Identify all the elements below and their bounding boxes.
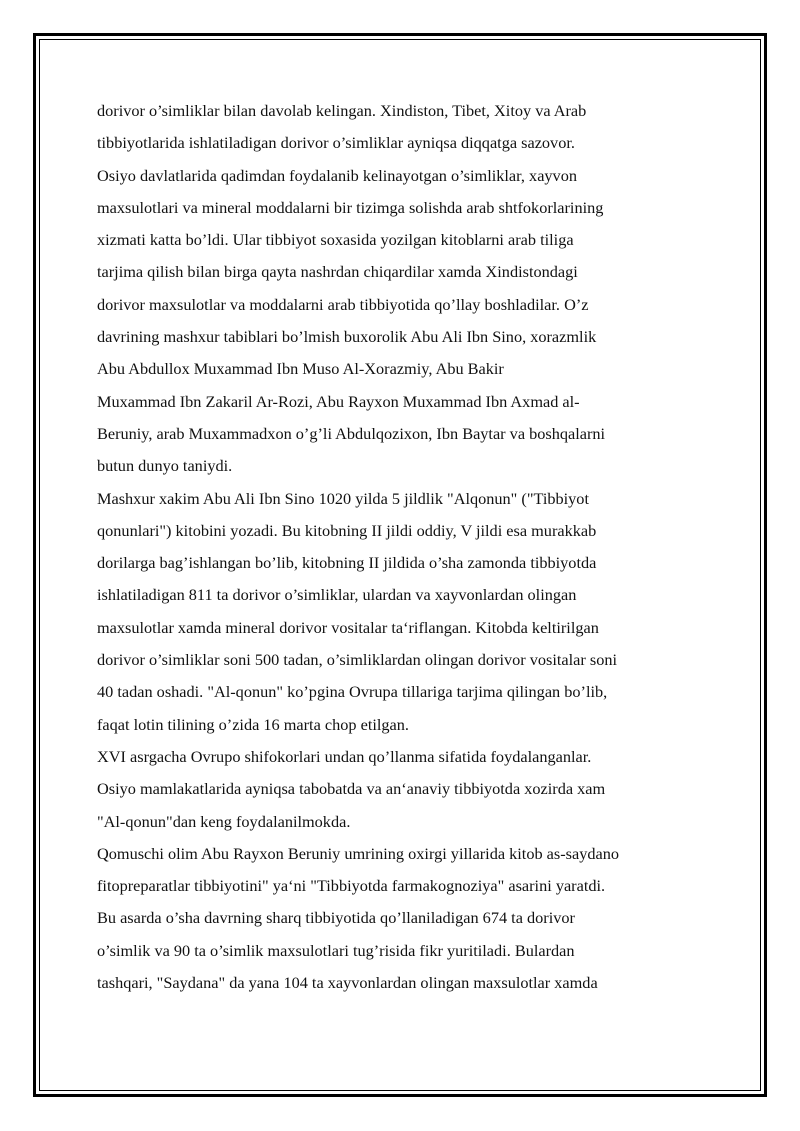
text-line: ishlatiladigan 811 ta dorivor o’simliklar, ulardan va xayvonlardan olingan [97, 585, 577, 605]
text-line: faqat lotin tilining o’zida 16 marta chop etilgan. [97, 714, 409, 734]
text-line: Qomuschi olim Abu Rayxon Beruniy umrining oxirgi yillarida kitob as-saydano [97, 843, 620, 863]
document-body-text [97, 95, 717, 999]
text-line: dorivor o’simliklar soni 500 tadan, o’simliklardan olingan dorivor vositalar soni [97, 650, 618, 670]
text-line: tibbiyotlarida ishlatiladigan dorivor o’simliklar ayniqsa diqqatga sazovor. [97, 133, 575, 153]
text-line: tashqari, "Saydana" da yana 104 ta xayvonlardan olingan maxsulotlar xamda [97, 973, 598, 993]
text-line: Abu Abdullox Muxammad Ibn Muso Al-Xorazmiy, Abu Bakir [97, 359, 504, 379]
text-line: maxsulotlar xamda mineral dorivor vositalar ta‘riflangan. Kitobda keltirilgan [97, 617, 599, 637]
text-line: 40 tadan oshadi. "Al-qonun" ko’pgina Ovrupa tillariga tarjima qilingan bo’lib, [97, 682, 608, 702]
text-line: davrining mashxur tabiblari bo’lmish buxorolik Abu Ali Ibn Sino, xorazmlik [97, 327, 597, 347]
text-line: dorilarga bag’ishlangan bo’lib, kitobning II jildida o’sha zamonda tibbiyotda [97, 553, 597, 573]
text-line: fitopreparatlar tibbiyotini" ya‘ni "Tibbiyotda farmakognoziya" asarini yaratdi. [97, 876, 606, 896]
text-line: XVI asrgacha Ovrupo shifokorlari undan qo’llanma sifatida foydalanganlar. [97, 746, 592, 766]
text-line: Osiyo mamlakatlarida ayniqsa tabobatda va an‘anaviy tibbiyotda xozirda xam [97, 779, 606, 799]
text-line: o’simlik va 90 ta o’simlik maxsulotlari tug’risida fikr yuritiladi. Bulardan [97, 940, 575, 960]
text-line: xizmati katta bo’ldi. Ular tibbiyot soxasida yozilgan kitoblarni arab tiliga [97, 230, 574, 250]
text-line: maxsulotlari va mineral moddalarni bir tizimga solishda arab shtfokorlarining [97, 197, 604, 217]
text-line: dorivor o’simliklar bilan davolab kelingan. Xindiston, Tibet, Xitoy va Arab [97, 101, 587, 120]
text-line: butun dunyo taniydi. [97, 456, 233, 476]
text-line: Mashxur xakim Abu Ali Ibn Sino 1020 yilda 5 jildlik "Alqonun" ("Tibbiyot [97, 488, 589, 508]
text-line: Bu asarda o’sha davrning sharq tibbiyotida qo’llaniladigan 674 ta dorivor [97, 908, 575, 928]
text-line: dorivor maxsulotlar va moddalarni arab tibbiyotida qo’llay boshladilar. O’z [97, 294, 589, 314]
text-line: Beruniy, arab Muxammadxon o’g’li Abdulqozixon, Ibn Baytar va boshqalarni [97, 423, 606, 443]
text-line: qonunlari") kitobini yozadi. Bu kitobning II jildi oddiy, V jildi esa murakkab [97, 520, 597, 540]
text-line: Osiyo davlatlarida qadimdan foydalanib kelinayotgan o’simliklar, xayvon [97, 165, 577, 185]
text-line: "Al-qonun"dan keng foydalanilmokda. [97, 811, 351, 831]
text-line: Muxammad Ibn Zakaril Ar-Rozi, Abu Rayxon Muxammad Ibn Axmad al- [97, 391, 580, 411]
text-line: tarjima qilish bilan birga qayta nashrdan chiqardilar xamda Xindistondagi [97, 262, 578, 282]
